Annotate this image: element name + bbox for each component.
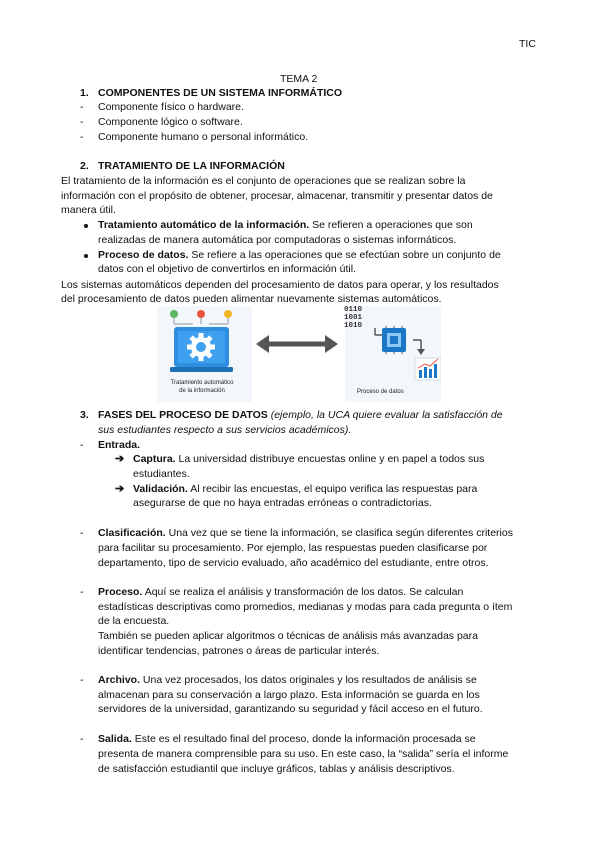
phase-definition: Una vez procesados, los datos originales y los resultados de análisis se [140,674,477,686]
bullet-continuation: realizadas de manera automática por computadoras o sistemas informáticos. [98,234,457,246]
phase-continuation: identificar tendencias, patrones o áreas de particular interés. [98,645,380,657]
bullet-continuation: datos con el objetivo de convertirlos en información útil. [98,263,356,275]
phase-continuation: de satisfacción estudiantil que incluye gráficos, tablas y análisis descriptivos. [98,763,455,775]
green-dot [170,310,178,318]
subphase-term: Captura. [133,453,176,465]
dash-marker: - [80,116,84,128]
phase-text [98,585,463,600]
phase-term: Proceso. [98,586,143,598]
phase-definition: Una vez que se tiene la información, se clasifica según diferentes criterios [165,527,513,539]
binary-row: 0110 [344,306,363,314]
bar-chart-icon [415,358,441,380]
paragraph-line: del procesamiento de datos pueden alimentar nuevamente sistemas automáticos. [61,293,442,305]
dash-marker: - [80,439,84,451]
section2-heading: TRATAMIENTO DE LA INFORMACIÓN [98,160,285,172]
bullet-text [98,248,501,263]
list-item: Componente lógico o software. [98,116,243,128]
gear-icon [187,333,215,361]
bullet-text [98,218,473,233]
subphase-text [133,482,477,497]
phase-entrada: Entrada. [98,439,141,451]
section3-number: 3. [80,409,89,421]
section1-heading: COMPONENTES DE UN SISTEMA INFORMÁTICO [98,87,343,99]
right-caption: Proceso de datos [357,389,404,395]
bullet-definition: Se refiere a las operaciones que se efectúan sobre un conjunto de [188,249,501,261]
bullet-definition: Se refieren a operaciones que son [309,219,473,231]
header-label: TIC [519,38,536,50]
phase-continuation: de la encuesta. [98,615,170,627]
paragraph-line: información con el propósito de obtener, procesar, almacenar, transmitir y presentar datos de [61,190,493,202]
phase-continuation: departamento, tipo de servicio evaluado, año académico del estudiante, entre otros. [98,557,489,569]
phase-term: Salida. [98,733,132,745]
section3-heading-line [98,408,503,423]
phase-term: Clasificación. [98,527,166,539]
list-item: Componente humano o personal informático. [98,131,309,143]
section3-note: (ejemplo, la UCA quiere evaluar la satisfacción de [270,409,503,421]
red-dot [197,310,205,318]
section2-number: 2. [80,160,89,172]
dash-marker: - [80,674,84,686]
double-arrow-icon [256,335,338,353]
phase-continuation: También se pueden aplicar algoritmos o técnicas de análisis más avanzadas para [98,630,478,642]
phase-term: Archivo. [98,674,141,686]
phase-continuation: almacenan para su conservación a largo plazo. Esta información se guarda en los [98,689,480,701]
list-item: Componente físico o hardware. [98,101,244,113]
phase-text [98,526,513,541]
phase-definition: Este es el resultado final del proceso, donde la información procesada se [131,733,476,745]
section3-heading: FASES DEL PROCESO DE DATOS [98,409,268,421]
page-title: TEMA 2 [280,73,318,85]
subphase-continuation: asegurarse de que no haya entradas erróneas o contradictorias. [133,497,432,509]
process-figure [157,306,441,402]
binary-row: 1010 [344,322,363,330]
paragraph-line: manera útil. [61,204,116,216]
phase-text [98,732,476,747]
bullet-dot [84,224,88,228]
dash-marker: - [80,733,84,745]
left-caption [157,379,247,395]
dash-marker: - [80,586,84,598]
caption-line: Tratamiento automático [170,380,234,386]
subphase-definition: Al recibir las encuestas, el equipo verifica las respuestas para [187,483,478,495]
binary-row: 1001 [344,314,363,322]
subphase-continuation: estudiantes. [133,468,190,480]
phase-continuation: presenta de manera comprensible para su uso. En este caso, la “salida” sería el informe [98,748,509,760]
caption-line: de la información [179,388,225,394]
bullet-dot [84,254,88,258]
dash-marker: - [80,101,84,113]
yellow-dot [224,310,232,318]
phase-continuation: servidores de la universidad, garantizando su seguridad y fácil acceso en el futuro. [98,703,483,715]
phase-text [98,673,477,688]
phase-continuation: para facilitar su procesamiento. Por ejemplo, las respuestas pueden clasificarse por [98,542,488,554]
paragraph-line: El tratamiento de la información es el conjunto de operaciones que se realizan sobre la [61,175,466,187]
paragraph-line: Los sistemas automáticos dependen del procesamiento de datos para operar, y los resultados [61,279,499,291]
subphase-text [133,452,484,467]
binary-data [344,306,362,330]
dash-marker: - [80,527,84,539]
subphase-definition: La universidad distribuye encuestas online y en papel a todos sus [175,453,485,465]
bullet-term: Proceso de datos. [98,249,189,261]
phase-definition: Aquí se realiza el análisis y transformación de los datos. Se calculan [142,586,464,598]
laptop-base [170,367,233,372]
section1-number: 1. [80,87,89,99]
phase-continuation: estadísticas descriptivas como promedios, medianas y modas para cada pregunta o ítem [98,601,513,613]
arrow-right-icon: ➔ [115,453,125,465]
dash-marker: - [80,131,84,143]
arrow-right-icon: ➔ [115,483,125,495]
bullet-term: Tratamiento automático de la información. [98,219,310,231]
subphase-term: Validación. [133,483,188,495]
section3-note-continuation: sus estudiantes respecto a sus servicios académicos). [98,424,352,436]
